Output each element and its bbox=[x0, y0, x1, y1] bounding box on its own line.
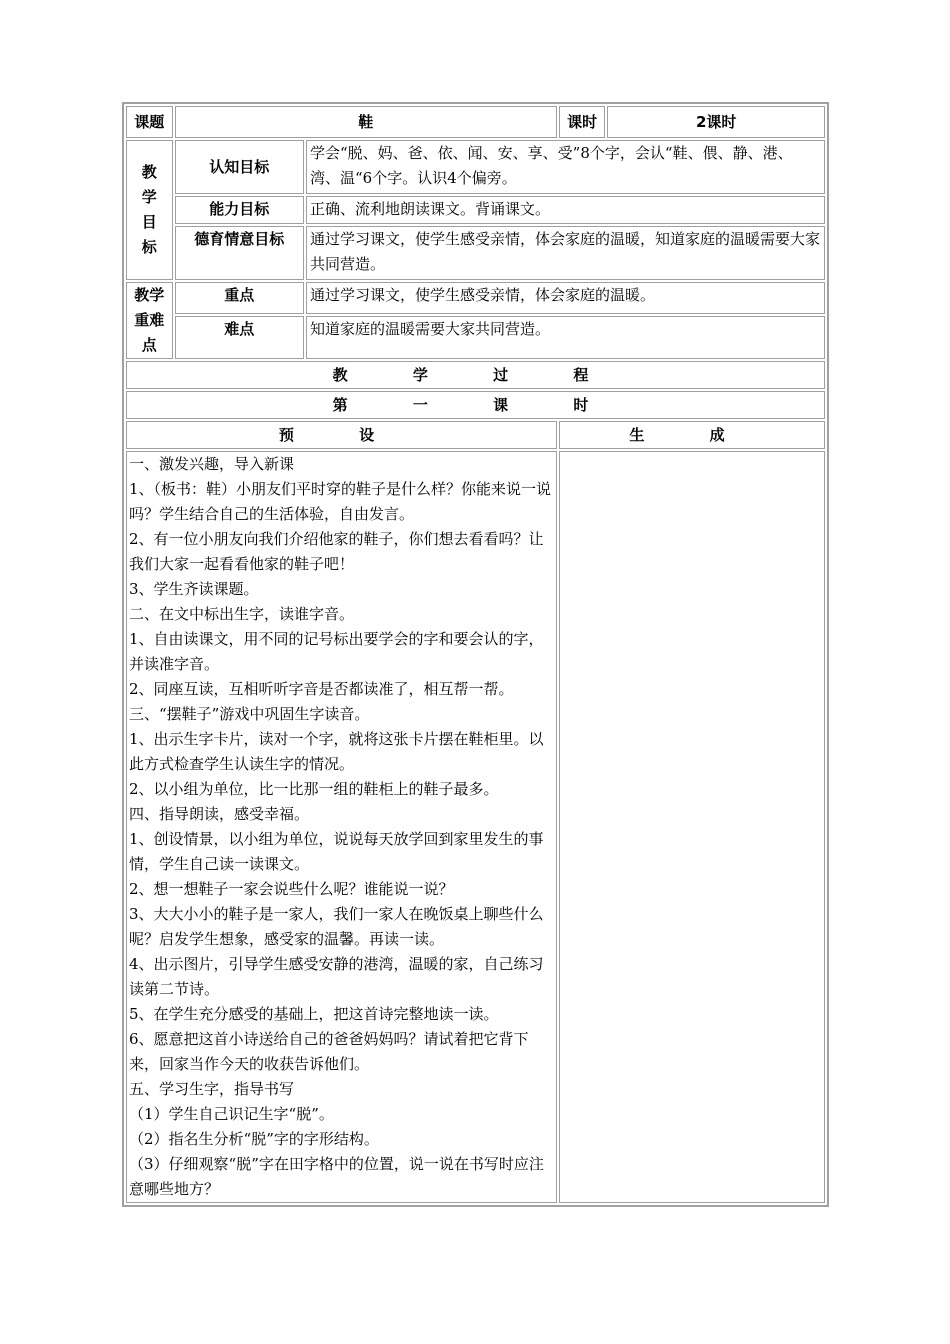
plan-line: 2、以小组为单位，比一比那一组的鞋柜上的鞋子最多。 bbox=[129, 780, 499, 798]
plan-line: 二、在文中标出生字，读谁字音。 bbox=[129, 605, 355, 623]
plan-line: 一、激发兴趣，导入新课 bbox=[129, 455, 295, 473]
lesson-title-text: 第 一 课 时 bbox=[332, 395, 619, 414]
outcome-content bbox=[559, 451, 825, 1203]
plan-column-header-text: 预 设 bbox=[278, 425, 405, 444]
plan-line: 4、出示图片，引导学生感受安静的港湾，温暖的家，自己练习读第二节诗。 bbox=[129, 955, 544, 998]
plan-line: （2）指名生分析“脱”字的字形结构。 bbox=[129, 1130, 379, 1148]
plan-line: 2、同座互读，互相听听字音是否都读准了，相互帮一帮。 bbox=[129, 680, 514, 698]
plan-line: 3、学生齐读课题。 bbox=[129, 580, 259, 598]
objectives-group-text: 教学目标 bbox=[141, 163, 157, 256]
objective-text-moral: 通过学习课文，使学生感受亲情，体会家庭的温暖，知道家庭的温暖需要大家共同营造。 bbox=[306, 226, 825, 280]
plan-line: 2、有一位小朋友向我们介绍他家的鞋子，你们想去看看吗？让我们大家一起看看他家的鞋子吧！ bbox=[129, 530, 544, 573]
hours-label: 课时 bbox=[559, 106, 606, 138]
process-title bbox=[126, 361, 825, 389]
plan-line: 三、“摆鞋子”游戏中巩固生字读音。 bbox=[129, 705, 370, 723]
plan-line: 1、创设情景，以小组为单位，说说每天放学回到家里发生的事情，学生自己读一读课文。 bbox=[129, 830, 544, 873]
topic-value: 鞋 bbox=[175, 106, 557, 138]
objective-text-ability: 正确、流利地朗读课文。背诵课文。 bbox=[306, 196, 825, 224]
outcome-column-header-text: 生 成 bbox=[629, 425, 755, 444]
plan-line: 5、在学生充分感受的基础上，把这首诗完整地读一读。 bbox=[129, 1005, 499, 1023]
keypoints-group-text: 教学重难点 bbox=[134, 286, 165, 354]
plan-column-header bbox=[126, 421, 557, 449]
outcome-column-header bbox=[559, 421, 825, 449]
plan-line: 五、学习生字，指导书写 bbox=[129, 1080, 295, 1098]
plan-content bbox=[126, 451, 557, 1203]
lesson-plan-table bbox=[122, 102, 829, 1207]
lesson-title bbox=[126, 391, 825, 419]
objective-text-cognitive: 学会“脱、妈、爸、依、闻、安、享、受”8个字，会认“鞋、偎、静、港、湾、温“6个字。认识4个偏旁。 bbox=[306, 140, 825, 194]
plan-line: 1、出示生字卡片，读对一个字，就将这张卡片摆在鞋柜里。以此方式检查学生认读生字的情况。 bbox=[129, 730, 544, 773]
plan-line: 3、大大小小的鞋子是一家人，我们一家人在晚饭桌上聊些什么呢？启发学生想象，感受家的温馨。再读一读。 bbox=[129, 905, 544, 948]
process-title-text: 教 学 过 程 bbox=[332, 365, 619, 384]
objective-label-cognitive: 认知目标 bbox=[175, 140, 304, 194]
plan-line: （3）仔细观察“脱”字在田字格中的位置，说一说在书写时应注意哪些地方？ bbox=[129, 1155, 544, 1198]
plan-line: （1）学生自己识记生字“脱”。 bbox=[129, 1105, 334, 1123]
hours-value: 2课时 bbox=[607, 106, 825, 138]
objective-label-moral: 德育情意目标 bbox=[175, 226, 304, 280]
keypoints-group-label bbox=[126, 282, 173, 359]
plan-line: 1、自由读课文，用不同的记号标出要学会的字和要会认的字，并读准字音。 bbox=[129, 630, 544, 673]
keypoint-text-difficulty: 知道家庭的温暖需要大家共同营造。 bbox=[306, 316, 825, 359]
objectives-group-label bbox=[126, 140, 173, 280]
plan-lines bbox=[129, 452, 554, 1202]
lesson-plan bbox=[122, 102, 829, 1207]
keypoint-label-focus: 重点 bbox=[175, 282, 304, 314]
plan-line: 1、（板书：鞋）小朋友们平时穿的鞋子是什么样？你能来说一说吗？学生结合自己的生活体验，自由发言。 bbox=[129, 480, 552, 523]
plan-line: 四、指导朗读，感受幸福。 bbox=[129, 805, 310, 823]
topic-label: 课题 bbox=[126, 106, 173, 138]
keypoint-text-focus: 通过学习课文，使学生感受亲情，体会家庭的温暖。 bbox=[306, 282, 825, 314]
keypoint-label-difficulty: 难点 bbox=[175, 316, 304, 359]
objective-label-ability: 能力目标 bbox=[175, 196, 304, 224]
plan-line: 2、想一想鞋子一家会说些什么呢？谁能说一说？ bbox=[129, 880, 454, 898]
plan-line: 6、愿意把这首小诗送给自己的爸爸妈妈吗？请试着把它背下来，回家当作今天的收获告诉他们。 bbox=[129, 1030, 529, 1073]
